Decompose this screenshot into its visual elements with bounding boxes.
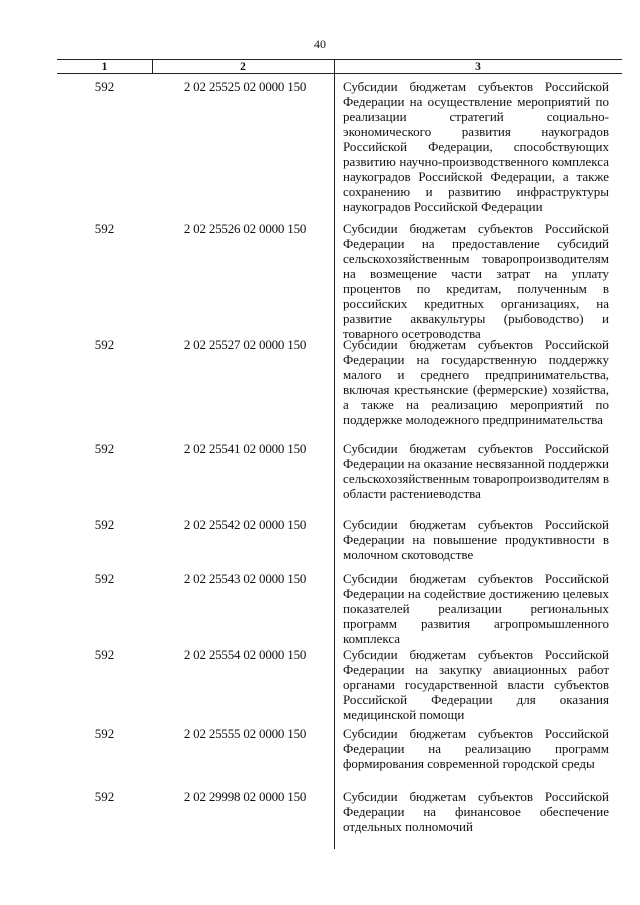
- income-description: Субсидии бюджетам субъектов Российской Федерации на содействие достижению целевых показателей реализации региональных программ развития агропромышленного комплекса: [343, 571, 609, 646]
- income-description: Субсидии бюджетам субъектов Российской Федерации на повышение продуктивности в молочном скотоводстве: [343, 517, 609, 562]
- admin-code: 592: [94, 79, 115, 94]
- income-description: Субсидии бюджетам субъектов Российской Федерации на государственную поддержку малого и среднего предпринимательства, включая крестьянские (фермерские) хозяйства, а также на реализацию мероприятий по поддержке молодежного предпринимательства: [343, 337, 609, 427]
- admin-code: 592: [94, 337, 115, 352]
- income-description: Субсидии бюджетам субъектов Российской Федерации на реализацию программ формирования современной городской среды: [343, 726, 609, 771]
- budget-code: 2 02 25555 02 0000 150: [183, 726, 307, 741]
- budget-code: 2 02 25541 02 0000 150: [183, 441, 307, 456]
- admin-code: 592: [94, 789, 115, 804]
- budget-code: 2 02 25527 02 0000 150: [183, 337, 307, 352]
- column-header-3: 3: [475, 61, 481, 73]
- admin-code: 592: [94, 517, 115, 532]
- page-number: 40: [314, 37, 326, 51]
- budget-code: 2 02 25543 02 0000 150: [183, 571, 307, 586]
- income-description: Субсидии бюджетам субъектов Российской Федерации на осуществление мероприятий по реализации стратегий социально-экономического развития наукоградов Российской Федерации, способствующих развитию научно-производственного комплекса наукоградов Российской Федерации, а также сохранению и развитию инфраструктуры наукоградов Российской Федерации: [343, 79, 609, 214]
- budget-code: 2 02 25542 02 0000 150: [183, 517, 307, 532]
- header-top-rule: [57, 59, 622, 60]
- income-description: Субсидии бюджетам субъектов Российской Федерации на финансовое обеспечение отдельных полномочий: [343, 789, 609, 834]
- income-description: Субсидии бюджетам субъектов Российской Федерации на закупку авиационных работ органами государственной власти субъектов Российской Федерации для оказания медицинской помощи: [343, 647, 609, 722]
- admin-code: 592: [94, 726, 115, 741]
- column-header-2: 2: [240, 61, 246, 73]
- budget-code: 2 02 29998 02 0000 150: [183, 789, 307, 804]
- budget-code: 2 02 25554 02 0000 150: [183, 647, 307, 662]
- admin-code: 592: [94, 221, 115, 236]
- column-header-1: 1: [101, 61, 108, 73]
- header-bottom-rule: [57, 73, 622, 74]
- income-description: Субсидии бюджетам субъектов Российской Федерации на оказание несвязанной поддержки сельскохозяйственным товаропроизводителям в области растениеводства: [343, 441, 609, 501]
- income-description: Субсидии бюджетам субъектов Российской Федерации на предоставление субсидий сельскохозяйственным товаропроизводителям на возмещение части затрат на уплату процентов по кредитам, полученным в российских кредитных организациях, на развитие аквакультуры (рыбоводство) и товарного осетроводства: [343, 221, 609, 341]
- admin-code: 592: [94, 571, 115, 586]
- admin-code: 592: [94, 647, 115, 662]
- column-divider-2: [334, 59, 335, 849]
- budget-code: 2 02 25525 02 0000 150: [183, 79, 307, 94]
- admin-code: 592: [94, 441, 115, 456]
- budget-code: 2 02 25526 02 0000 150: [183, 221, 307, 236]
